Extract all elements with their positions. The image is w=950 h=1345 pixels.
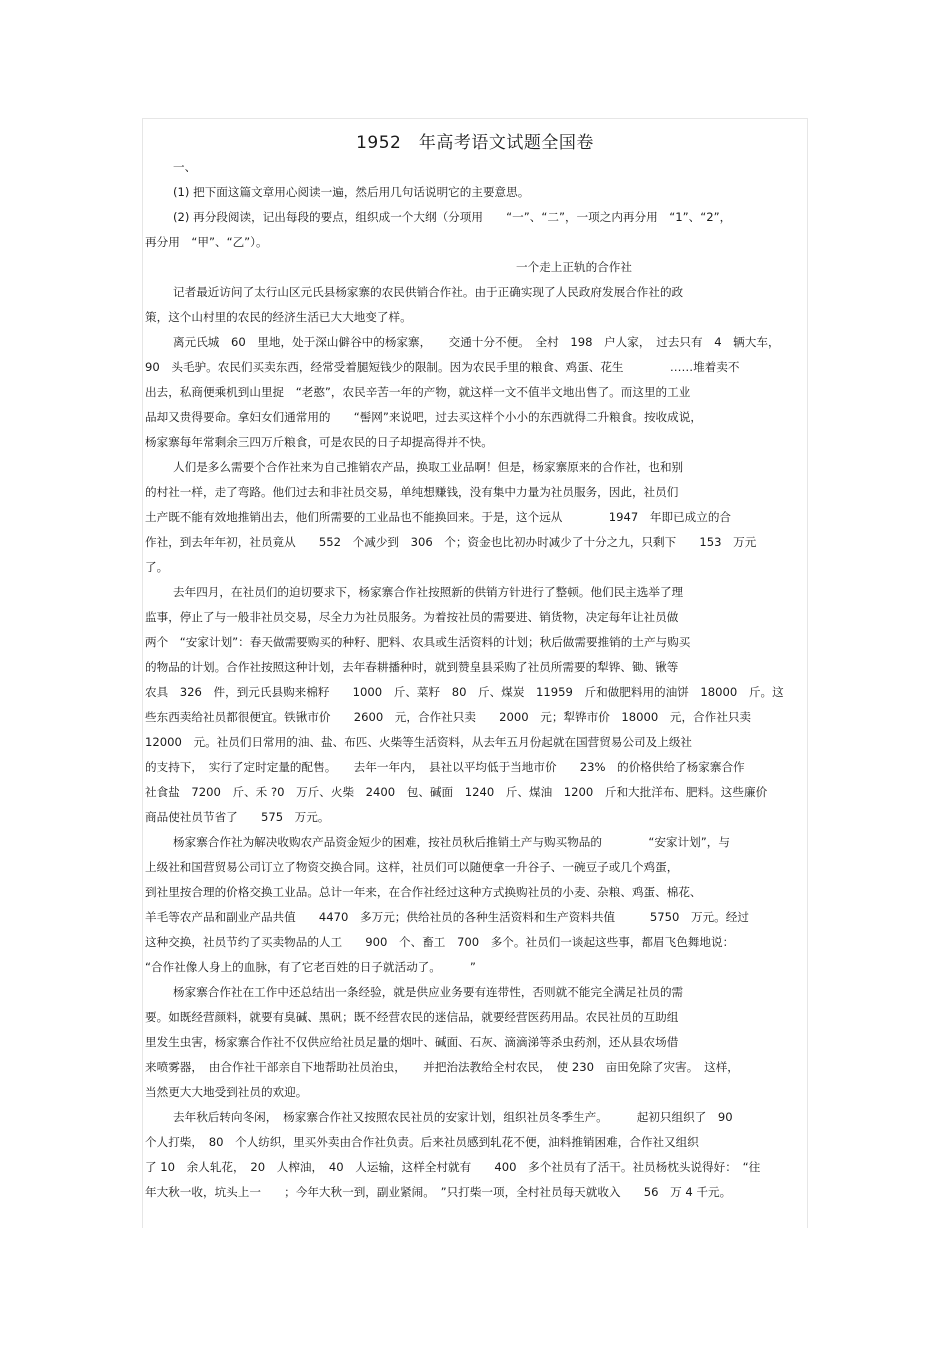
paragraph-line: 这种交换，社员节约了买卖物品的人工 900 个、畜工 700 多个。社员们一谈起这些事，都眉飞色舞地说：: [145, 935, 735, 949]
page-title: 1952 年高考语文试题全国卷: [356, 133, 594, 153]
paragraph-line: “合作社像人身上的血脉，有了它老百姓的日子就活动了。 ”: [145, 960, 476, 974]
paragraph-line: 12000 元。社员们日常用的油、盐、布匹、火柴等生活资料，从去年五月份起就在国营贸易公司及上级社: [145, 735, 693, 749]
paragraph-line: 人们是多么需要个合作社来为自己推销农产品，换取工业品啊！但是，杨家寨原来的合作社，也和别: [173, 460, 684, 474]
paragraph-line: 去年秋后转向冬闲， 杨家寨合作社又按照农民社员的安家计划，组织社员冬季生产。 起初只组织了 90: [173, 1110, 733, 1124]
paragraph-line: 的物品的计划。合作社按照这种计划，去年春耕播种时，就到赞皇县采购了社员所需要的犁铧、锄、锹等: [145, 660, 679, 674]
paragraph-line: 要。如既经营颜料，就要有臭碱、黑矾；既不经营农民的迷信品，就要经营医药用品。农民社员的互助组: [145, 1010, 679, 1024]
paragraph-line: 商品使社员节省了 575 万元。: [145, 810, 330, 824]
paragraph-line: 出去，私商便乘机到山里捉 “老憨”，农民辛苦一年的产物，就这样一文不值半文地出售了。而这里的工业: [145, 385, 691, 399]
paragraph-line: 年大秋一收，坑头上一 ；今年大秋一到，副业紧闹。 ”只打柴一项，全村社员每天就收入 56 万 4 千元。: [145, 1185, 732, 1199]
paragraph-line: 羊毛等农产品和副业产品共值 4470 多万元；供给社员的各种生活资料和生产资料共值 5750 万元。经过: [145, 910, 749, 924]
instruction-line: (1) 把下面这篇文章用心阅读一遍，然后用几句话说明它的主要意思。: [173, 185, 530, 199]
paragraph-line: 的村社一样，走了弯路。他们过去和非社员交易，单纯想赚钱，没有集中力量为社员服务，因此，社员们: [145, 485, 679, 499]
paragraph-line: 里发生虫害，杨家寨合作社不仅供应给社员足量的烟叶、碱面、石灰、滴滴涕等杀虫药剂，还从县农场借: [145, 1035, 679, 1049]
article-title: 一个走上正轨的合作社: [516, 260, 632, 274]
paragraph-line: 两个 “安家计划”：春天做需要购买的种籽、肥料、农具或生活资料的计划；秋后做需要推销的土产与购买: [145, 635, 691, 649]
paragraph-line: 去年四月，在社员们的迫切要求下，杨家寨合作社按照新的供销方针进行了整顿。他们民主选举了理: [173, 585, 684, 599]
paragraph-line: 当然更大大地受到社员的欢迎。: [145, 1085, 308, 1099]
paragraph-line: 杨家寨合作社在工作中还总结出一条经验，就是供应业务要有连带性，否则就不能完全满足社员的需: [173, 985, 684, 999]
paragraph-line: 记者最近访问了太行山区元氏县杨家寨的农民供销合作社。由于正确实现了人民政府发展合作社的政: [173, 285, 684, 299]
paragraph-line: 的支持下， 实行了定时定量的配售。 去年一年内， 县社以平均低于当地市价 23% 的价格供给了杨家寨合作: [145, 760, 745, 774]
paragraph-line: 作社，到去年年初，社员竟从 552 个减少到 306 个；资金也比初办时减少了十分之九，只剩下 153 万元: [145, 535, 757, 549]
paragraph-line: 到社里按合理的价格交换工业品。总计一年来，在合作社经过这种方式换购社员的小麦、杂粮、鸡蛋、棉花、: [145, 885, 702, 899]
paragraph-line: 了 10 余人轧花， 20 人榨油， 40 人运输，这样全村就有 400 多个社员有了活干。社员杨枕头说得好： “往: [145, 1160, 761, 1174]
paragraph-line: 策，这个山村里的农民的经济生活已大大地变了样。: [145, 310, 412, 324]
paragraph-line: 监事，停止了与一般非社员交易，尽全力为社员服务。为着按社员的需要进、销货物，决定每年让社员做: [145, 610, 679, 624]
paragraph-line: 土产既不能有效地推销出去，他们所需要的工业品也不能换回来。于是，这个远从 1947 年即已成立的合: [145, 510, 732, 524]
instruction-line: (2) 再分段阅读，记出每段的要点，组织成一个大纲（分项用 “一”、“二”，一项之内再分用 “1”、“2”，: [173, 210, 732, 224]
paragraph-line: 离元氏城 60 里地，处于深山僻谷中的杨家寨， 交通十分不便。 全村 198 户人家， 过去只有 4 辆大车，: [173, 335, 780, 349]
paragraph-line: 了。: [145, 560, 169, 574]
paragraph-line: 些东西卖给社员都很便宜。铁锹市价 2600 元，合作社只卖 2000 元；犁铧市价 18000 元，合作社只卖: [145, 710, 752, 724]
paragraph-line: 杨家寨合作社为解决收购农产品资金短少的困难，按社员秋后推销土产与购买物品的 “安家计划”，与: [173, 835, 730, 849]
document-body: [143, 155, 807, 1205]
paragraph-line: 上级社和国营贸易公司订立了物资交换合同。这样，社员们可以随便拿一升谷子、一碗豆子或几个鸡蛋，: [145, 860, 679, 874]
paragraph-line: 来喷雾器， 由合作社干部亲自下地帮助社员治虫， 并把治法教给全村农民， 使 230 亩田免除了灾害。 这样，: [145, 1060, 739, 1074]
paragraph-line: 品却又贵得要命。拿妇女们通常用的 “髻网”来说吧，过去买这样个小小的东西就得二升粮食。按收成说，: [145, 410, 702, 424]
article-body: [145, 280, 803, 1205]
paragraph-line: 社食盐 7200 斤、禾 ?0 万斤、火柴 2400 包、碱面 1240 斤、煤油 1200 斤和大批洋布、肥料。这些廉价: [145, 785, 768, 799]
document-page: [142, 118, 808, 1228]
section-number: 一、: [173, 160, 197, 174]
paragraph-line: 杨家寨每年常剩余三四万斤粮食，可是农民的日子却提高得并不快。: [145, 435, 493, 449]
paragraph-line: 90 头毛驴。农民们买卖东西，经常受着腿短钱少的限制。因为农民手里的粮食、鸡蛋、花生 ……堆着卖不: [145, 360, 740, 374]
paragraph-line: 个人打柴， 80 个人纺织，里买外卖由合作社负责。后来社员感到轧花不便，油料推销困难，合作社又组织: [145, 1135, 699, 1149]
instruction-line: 再分用 “甲”、“乙”）。: [145, 235, 268, 249]
paragraph-line: 农具 326 件，到元氏县购来棉籽 1000 斤、菜籽 80 斤、煤炭 11959 斤和做肥料用的油饼 18000 斤。这: [145, 685, 784, 699]
